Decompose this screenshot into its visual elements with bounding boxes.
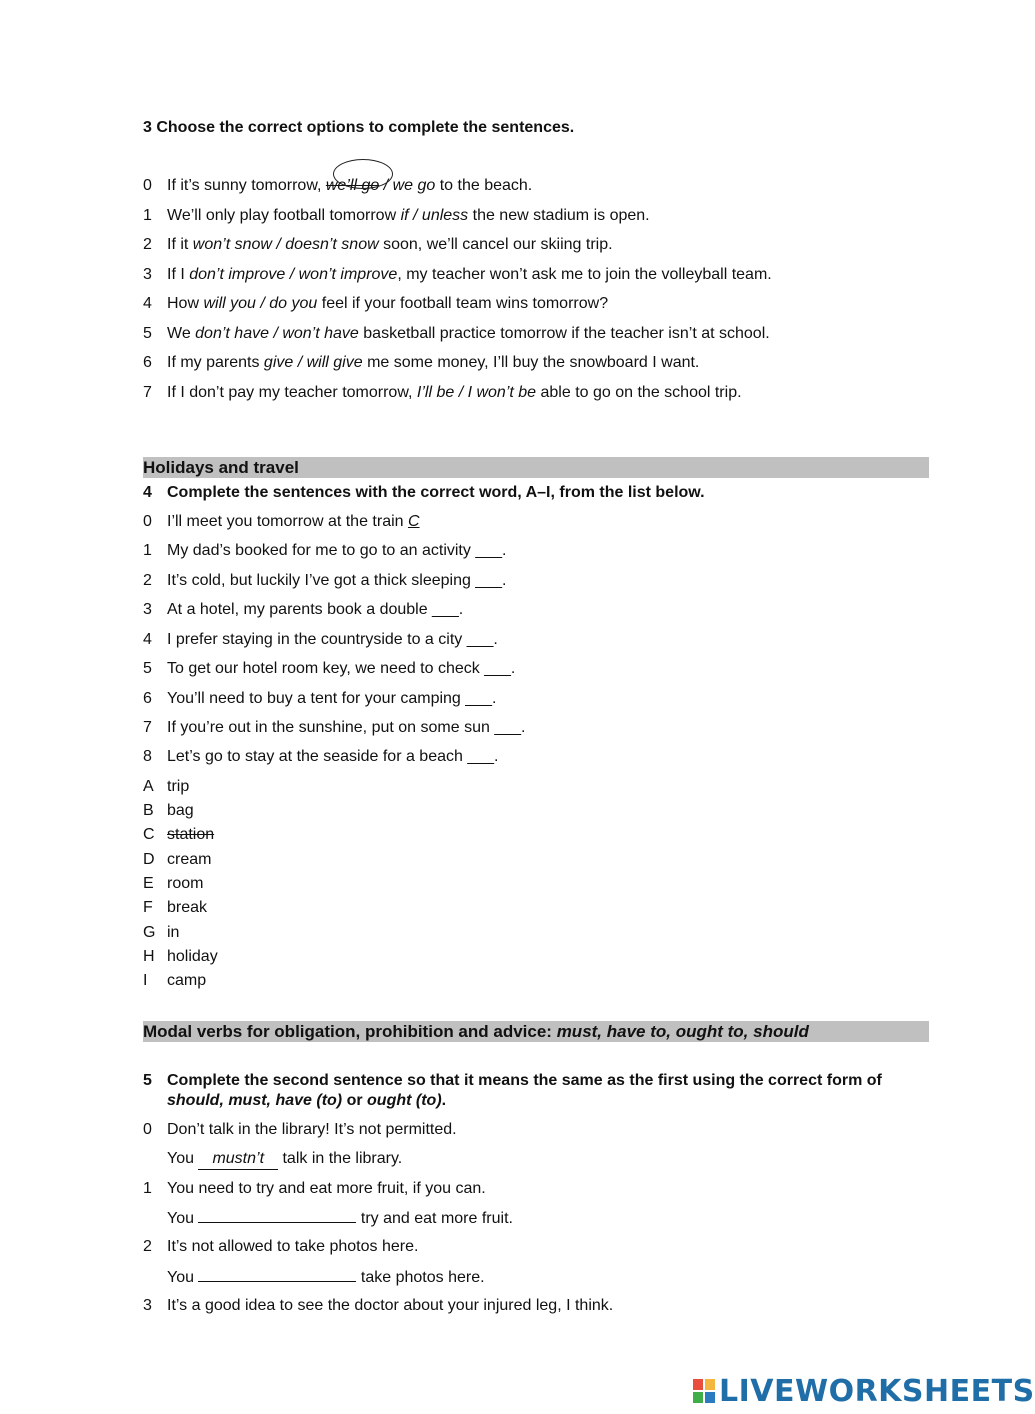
item-text: If you’re out in the sunshine, put on some sun ___. [167,719,526,736]
item-number: 2 [143,572,152,589]
item-text: You’ll need to buy a tent for your camping ___. [167,690,497,707]
item-text-post: me some money, I’ll buy the snowboard I want. [362,354,700,371]
item-text-pre: We [167,325,196,342]
section-heading-modals [143,1021,929,1042]
item-number: 4 [143,295,152,312]
item-number: 0 [143,177,152,194]
option-letter: A [143,778,154,795]
ex4-item-7[interactable] [143,718,525,738]
ex5-item-2 [143,1237,418,1257]
ex3-item-6 [143,353,699,373]
answer-circle-mark [333,159,393,189]
heading-text: Modal verbs for obligation, prohibition and advice: [143,1022,557,1041]
item-text-post: soon, we’ll cancel our skiing trip. [378,236,613,253]
item-number: 7 [143,384,152,401]
option-word: in [167,924,180,941]
item-text-pre: If it [167,236,193,253]
option-letter: D [143,851,155,868]
option-letter: F [143,899,153,916]
item-text: At a hotel, my parents book a double ___. [167,601,464,618]
ex5-item-1 [143,1179,486,1199]
option-letter: B [143,802,154,819]
item-text-pre: We’ll only play football tomorrow [167,207,401,224]
item-text: To get our hotel room key, we need to check ___. [167,660,516,677]
item-text-pre: How [167,295,204,312]
item-text: I prefer staying in the countryside to a city ___. [167,631,498,648]
item-text-post: the new stadium is open. [468,207,650,224]
item-number: 5 [143,660,152,677]
word-option-h [143,947,218,967]
exercise-5-title-line2 [167,1091,446,1111]
you-text: You [167,1269,194,1286]
item-number: 2 [143,236,152,253]
item-number: 1 [143,542,152,559]
ex3-item-1 [143,206,650,226]
ex4-item-2[interactable] [143,571,506,591]
option-word: cream [167,851,212,868]
item-number: 5 [143,325,152,342]
item-number: 3 [143,266,152,283]
item-number: 1 [143,207,152,224]
item-text-pre: If I don’t pay my teacher tomorrow, [167,384,417,401]
option-word: break [167,899,208,916]
option-word: camp [167,972,207,989]
you-text: You [167,1150,194,1167]
struck-option: we’ll go [325,177,380,194]
exercise-5-title [143,1071,882,1091]
answer-blank[interactable] [198,1208,356,1223]
item-text-post: basketball practice tomorrow if the teacher isn’t at school. [358,325,770,342]
period: . [441,1092,447,1109]
modal-list: should, must, have (to) [167,1092,343,1109]
first-sentence: Don’t talk in the library! It’s not permitted. [167,1121,457,1138]
item-number: 7 [143,719,152,736]
option-letter: H [143,948,155,965]
word-option-d [143,850,211,870]
option-letter: G [143,924,156,941]
ex4-item-3[interactable] [143,600,463,620]
exercise-4-title [143,483,705,503]
item-text-post: to the beach. [435,177,533,194]
ex5-item-2-rewrite [167,1267,485,1288]
word-option-c [143,825,214,845]
exercise-instruction: Complete the second sentence so that it means the same as the first using the correct form of [167,1072,882,1089]
option-choice[interactable]: give / will give [263,354,363,371]
option-choice[interactable]: don’t have / won’t have [195,325,359,342]
rest-text: talk in the library. [278,1150,403,1167]
ex4-item-6[interactable] [143,689,496,709]
ex4-item-8[interactable] [143,747,498,767]
item-number: 1 [143,1180,152,1197]
ex4-item-5[interactable] [143,659,515,679]
item-text-pre: If my parents [167,354,264,371]
ex3-item-2 [143,235,613,255]
logo-text: LIVEWORKSHEETS [719,1373,1035,1409]
item-text: Let’s go to stay at the seaside for a beach ___. [167,748,499,765]
ex4-item-1[interactable] [143,541,506,561]
ex3-item-5 [143,324,770,344]
first-sentence: It’s not allowed to take photos here. [167,1238,419,1255]
word-option-i [143,971,206,991]
exercise-number: 5 [143,1072,152,1089]
item-text-post: feel if your football team wins tomorrow? [317,295,609,312]
item-number: 6 [143,354,152,371]
word-option-f [143,898,207,918]
word-option-b [143,801,194,821]
ex5-item-0-rewrite [167,1149,402,1170]
exercise-instruction: Complete the sentences with the correct word, A–I, from the list below. [167,484,705,501]
word-option-a [143,777,189,797]
heading-italic-text: must, have to, ought to, should [556,1022,809,1041]
item-number: 6 [143,690,152,707]
example-answer: C [407,513,420,530]
item-number: 0 [143,1121,152,1138]
item-text-post: able to go on the school trip. [536,384,742,401]
option-word: trip [167,778,190,795]
item-text: My dad’s booked for me to go to an activity ___. [167,542,507,559]
modal-list-2: ought (to) [367,1092,442,1109]
word-option-e [143,874,203,894]
item-number: 0 [143,513,152,530]
item-text-pre: If I [167,266,190,283]
option-word: room [167,875,204,892]
ex3-item-3 [143,265,772,285]
option-letter: C [143,826,155,843]
item-text: I’ll meet you tomorrow at the train [167,513,408,530]
item-number: 2 [143,1238,152,1255]
rest-text: try and eat more fruit. [356,1210,513,1227]
first-sentence: It’s a good idea to see the doctor about your injured leg, I think. [167,1297,614,1314]
option-text: / we go [379,177,436,194]
answer-blank[interactable] [198,1267,356,1282]
liveworksheets-logo-icon [693,1379,715,1403]
option-choice[interactable]: don’t improve / won’t improve [189,266,398,283]
you-text: You [167,1210,194,1227]
liveworksheets-logo [693,1374,1035,1408]
ex4-item-4[interactable] [143,630,498,650]
example-answer: mustn’t [198,1149,278,1170]
first-sentence: You need to try and eat more fruit, if you can. [167,1180,486,1197]
option-word-used: station [167,826,215,843]
option-word: bag [167,802,194,819]
option-choice[interactable]: will you / do you [203,295,318,312]
item-number: 3 [143,1297,152,1314]
exercise-number: 4 [143,484,152,501]
ex5-item-0 [143,1120,457,1140]
option-choice[interactable]: if / unless [400,207,469,224]
section-heading-holidays: Holidays and travel [143,457,929,478]
item-text: It’s cold, but luckily I’ve got a thick sleeping ___. [167,572,507,589]
ex4-item-0 [143,512,420,532]
option-letter: I [143,972,148,989]
option-word: holiday [167,948,218,965]
ex5-item-1-rewrite [167,1208,513,1229]
ex3-item-4 [143,294,608,314]
ex5-item-3 [143,1296,613,1316]
item-number: 8 [143,748,152,765]
word-option-g [143,923,179,943]
option-choice[interactable]: I’ll be / I won’t be [416,384,537,401]
item-number: 3 [143,601,152,618]
or-text: or [342,1092,368,1109]
option-letter: E [143,875,154,892]
exercise-3-title: 3 Choose the correct options to complete the sentences. [143,119,575,136]
option-choice[interactable]: won’t snow / doesn’t snow [192,236,379,253]
item-text-pre: If it’s sunny tomorrow, [167,177,326,194]
item-number: 4 [143,631,152,648]
ex3-item-7 [143,383,742,403]
rest-text: take photos here. [356,1269,485,1286]
item-text-post: , my teacher won’t ask me to join the volleyball team. [397,266,772,283]
